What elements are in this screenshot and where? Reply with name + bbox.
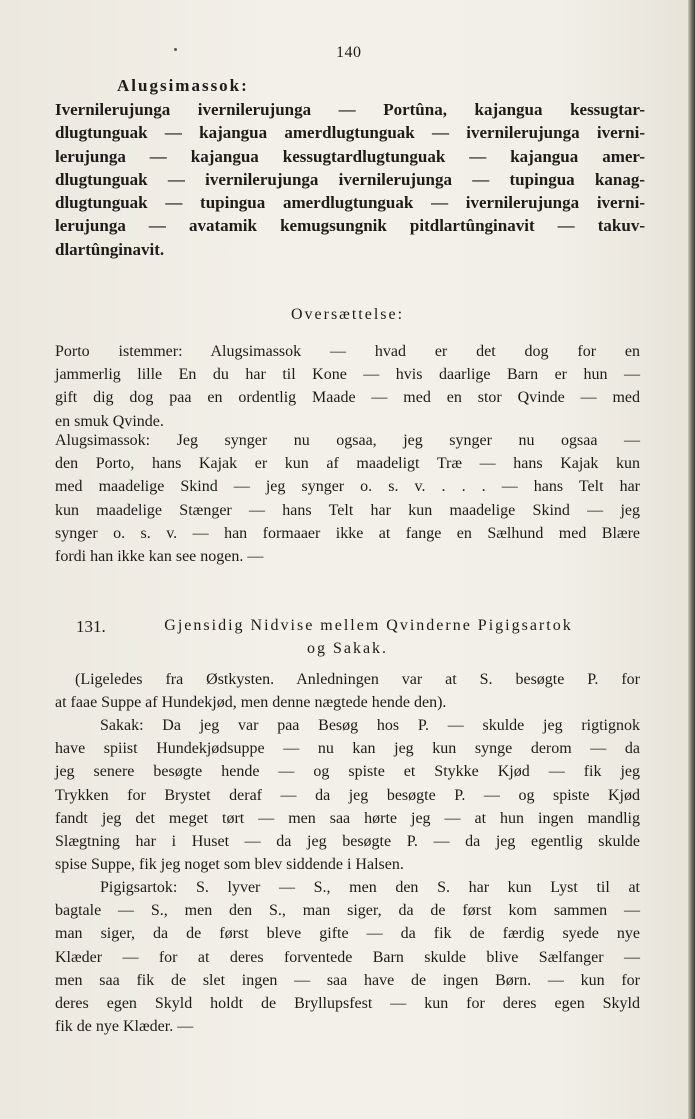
text-line: dlugtunguak — ivernilerujunga ivernilerujunga — tupingua kanag- bbox=[55, 169, 645, 189]
text-line: en smuk Qvinde. bbox=[55, 412, 164, 430]
text-line: have spiist Hundekjødsuppe — nu kan jeg kun synge derom — da bbox=[55, 740, 640, 758]
text-line: man siger, da de først bleve gifte — da fik de færdig syede nye bbox=[55, 925, 640, 943]
text-line: Klæder — for at deres forventede Barn skulde blive Sælfanger — bbox=[55, 948, 640, 966]
text-line: bagtale — S., men den S., man siger, da de først kom sammen — bbox=[55, 902, 640, 920]
text-line: dlartûnginavit. bbox=[55, 239, 165, 259]
text-line: Porto istemmer: Alugsimassok — hvad er det dog for en bbox=[55, 343, 640, 360]
text-line: deres egen Skyld holdt de Bryllupsfest — kun for deres egen Skyld bbox=[55, 994, 640, 1012]
song-number: 131. bbox=[76, 617, 106, 636]
text-line: spise Suppe, fik jeg noget som blev siddende i Halsen. bbox=[55, 856, 404, 874]
page-number: 140 bbox=[336, 44, 362, 61]
text-line: fordi han ikke kan see nogen. — bbox=[55, 547, 264, 565]
text-line: lerujunga — avatamik kemugsungnik pitdlartûnginavit — takuv- bbox=[55, 216, 645, 236]
text-line: men saa fik de slet ingen — saa have de ingen Børn. — kun for bbox=[55, 971, 640, 989]
song-title-line-1: Gjensidig Nidvise mellem Qvinderne Pigigsartok bbox=[164, 617, 573, 634]
translation-paragraph-2 bbox=[55, 429, 640, 568]
text-line: (Ligeledes fra Østkysten. Anledningen var at S. besøgte P. for bbox=[75, 671, 640, 688]
text-line: synger o. s. v. — han formaaer ikke at fange en Sælhund med Blære bbox=[55, 524, 640, 542]
text-line: kun maadelige Stænger — hans Telt har kun maadelige Skind — jeg bbox=[55, 501, 640, 519]
text-line: Alugsimassok: Jeg synger nu ogsaa, jeg synger nu ogsaa — bbox=[55, 432, 640, 449]
text-line: jammerlig lille En du har til Kone — hvis daarlige Barn er hun — bbox=[55, 366, 640, 384]
text-line: dlugtunguak — tupingua amerdlugtunguak — ivernilerujunga iverni- bbox=[55, 193, 645, 213]
text-line: Trykken for Brystet deraf — da jeg besøgte P. — og spiste Kjød bbox=[55, 786, 640, 804]
text-line: at faae Suppe af Hundekjød, men denne nægtede hende den). bbox=[55, 694, 447, 712]
page-edge-shadow bbox=[688, 0, 695, 1119]
print-speck bbox=[174, 48, 177, 51]
text-line: gift dig dog paa en ordentlig Maade — med en stor Qvinde — med bbox=[55, 389, 640, 407]
text-line: fik de nye Klæder. — bbox=[55, 1018, 194, 1036]
intro-paragraph bbox=[55, 668, 640, 714]
sakak-paragraph bbox=[55, 714, 640, 876]
text-line: jeg senere besøgte hende — og spiste et Stykke Kjød — fik jeg bbox=[55, 763, 640, 781]
song-speaker-heading: Alugsimassok: bbox=[117, 76, 249, 95]
text-line: Pigigsartok: S. lyver — S., men den S. har kun Lyst til at bbox=[100, 879, 640, 896]
text-line: fandt jeg det meget tørt — men saa hørte jeg — at hun ingen mandlig bbox=[55, 809, 640, 827]
translation-heading: Oversættelse: bbox=[290, 306, 405, 323]
text-line: Slægtning har i Huset — da jeg besøgte P. — da jeg egentlig skulde bbox=[55, 832, 640, 850]
text-line: dlugtunguak — kajangua amerdlugtunguak — ivernilerujunga iverni- bbox=[55, 123, 645, 143]
pigigsartok-paragraph bbox=[55, 876, 640, 1038]
text-line: med maadelige Skind — jeg synger o. s. v. . . . — hans Telt har bbox=[55, 478, 640, 496]
text-line: lerujunga — kajangua kessugtardlugtunguak — kajangua amer- bbox=[55, 146, 645, 166]
text-line: Ivernilerujunga ivernilerujunga — Portûna, kajangua kessugtar- bbox=[55, 100, 645, 119]
song-title-line-2: og Sakak. bbox=[306, 640, 389, 657]
text-line: Sakak: Da jeg var paa Besøg hos P. — skulde jeg rigtignok bbox=[100, 717, 640, 734]
translation-paragraph-1 bbox=[55, 340, 640, 433]
greenlandic-song-text bbox=[55, 98, 645, 261]
text-line: den Porto, hans Kajak er kun af maadeligt Træ — hans Kajak kun bbox=[55, 455, 640, 473]
